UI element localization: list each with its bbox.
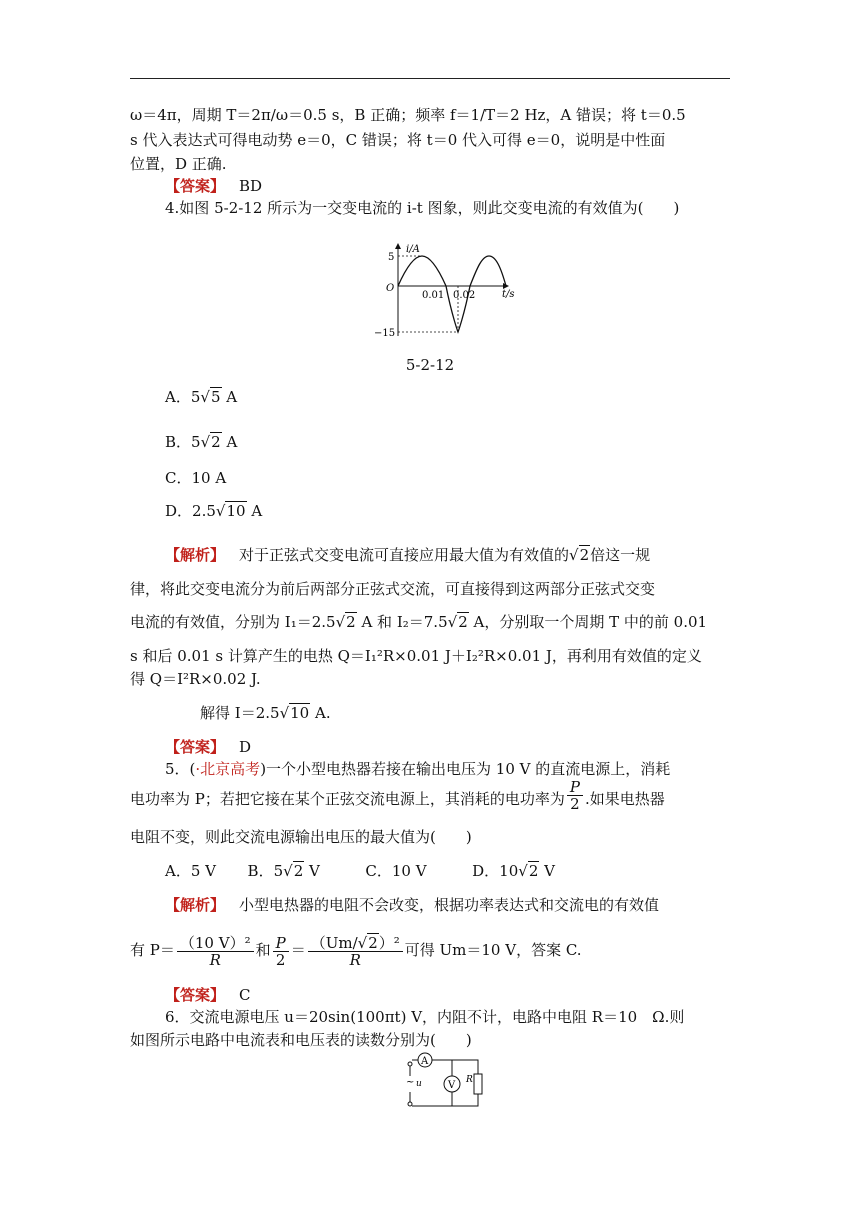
q4-analysis-line-5: 得 Q＝I²R×0.02 J. [130,670,261,688]
q5-options [165,860,765,882]
q4-analysis-line-1: 【解析】 对于正弦式交变电流可直接应用最大值为有效值的√2倍这一规 [165,546,651,564]
tick-t1: 0.01 [422,290,445,301]
q5-stem-line-3: 电阻不变，则此交流电源输出电压的最大值为( ) [130,828,472,846]
answer-tag: 【答案】 [165,738,226,756]
q4-analysis-line-4: s 和后 0.01 s 计算产生的电热 Q＝I₁²R×0.01 J＋I₂²R×0.01 J，再利用有效值的定义 [130,647,702,665]
q5-option-a: A．5 V [165,862,216,880]
resistor [474,1074,482,1094]
svg-text:u: u [416,1079,422,1089]
analysis-tag: 【解析】 [165,896,226,914]
current-curve [398,256,506,332]
prev-analysis-line-3: 位置，D 正确. [130,155,227,173]
q4-option-c: C．10 A [165,469,227,487]
q5-option-b: B．5√2 V [247,862,320,880]
q5-analysis-line-1: 【解析】 小型电热器的电阻不会改变，根据功率表达式和交流电的有效值 [165,896,660,914]
q6-stem-line-1: 6．交流电源电压 u＝20sin(100πt) V，内阻不计，电路中电阻 R＝10 Ω.则 [165,1008,685,1026]
answer-value: D [239,738,252,756]
source-terminal-top [408,1062,412,1066]
header-rule [130,78,730,79]
q6-circuit-diagram [400,1052,490,1112]
tick-pos: 5 [388,252,395,263]
q4-analysis-line-3: 电流的有效值，分别为 I₁＝2.5√2 A 和 I₂＝7.5√2 A，分别取一个周期 T 中的前 0.01 [130,613,708,631]
source-label: ·北京高考 [195,760,261,778]
q5-answer [165,984,765,1006]
source-terminal-bottom [408,1102,412,1106]
answer-value: BD [239,177,263,195]
analysis-tag: 【解析】 [165,546,226,564]
svg-text:~: ~ [406,1077,415,1088]
q4-stem: 4.如图 5-2-12 所示为一交变电流的 i-t 图象，则此交变电流的有效值为( ) [165,199,680,217]
svg-text:R: R [466,1075,473,1085]
q6-stem-line-2: 如图所示电路中电流表和电压表的读数分别为( ) [130,1031,472,1049]
prev-answer [165,175,765,197]
origin-label: O [386,283,395,294]
x-axis-label: t/s [502,289,515,300]
answer-value: C [239,986,251,1004]
prev-analysis-line-1: ω＝4π，周期 T＝2π/ω＝0.5 s，B 正确；频率 f＝1/T＝2 Hz，A 错误；将 t＝0.5 [130,106,686,124]
tick-t2: 0.02 [453,290,476,301]
q5-stem-line-1: 5．(·北京高考)一个小型电热器若接在输出电压为 10 V 的直流电源上，消耗 [165,760,671,778]
q4-option-d: D．2.5√10 A [165,502,263,520]
q4-answer [165,736,765,758]
q4-option-a: A．5√5 A [165,388,238,406]
q4-analysis-line-2: 律，将此交变电流分为前后两部分正弦式交流，可直接得到这两部分正弦式交变 [130,580,656,598]
q4-option-b: B．5√2 A [165,433,238,451]
q5-option-c: C．10 V [365,862,427,880]
q4-it-graph [370,238,520,342]
prev-analysis-line-2: s 代入表达式可得电动势 e＝0，C 错误；将 t＝0 代入可得 e＝0，说明是中性面 [130,131,666,149]
svg-text:V: V [448,1080,456,1091]
tick-neg: −15 [374,328,396,339]
svg-text:A: A [421,1056,429,1067]
answer-tag: 【答案】 [165,177,226,195]
q4-solution: 解得 I＝2.5√10 A. [200,704,331,722]
y-axis-label: i/A [406,244,420,255]
answer-tag: 【答案】 [165,986,226,1004]
figure-caption: 5-2-12 [405,356,455,374]
q5-analysis-formula: 有 P＝ $\frac{\text{（10 V）²}}{R}$ 和 $\frac{P}{2}$ ＝ $\frac{\text{（Um/√2）²}}{R}$ 可得 Um＝10 V，答案 C. [130,933,582,969]
q5-stem-line-2: 电功率为 P；若把它接在某个正弦交流电源上，其消耗的电功率为 $\frac{P}{2}$ .如果电热器 [130,777,665,813]
q5-option-d: D．10√2 V [472,862,555,880]
